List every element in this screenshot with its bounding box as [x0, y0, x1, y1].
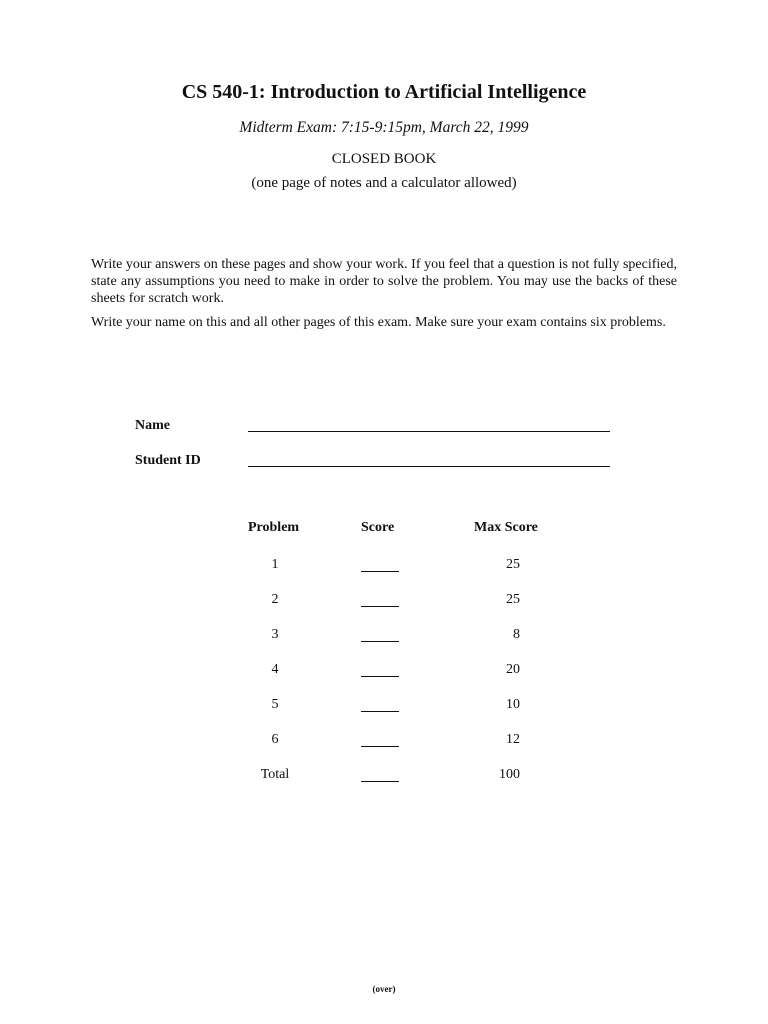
- student-id-field[interactable]: [248, 466, 610, 467]
- problem-number: 6: [271, 732, 279, 747]
- problem-number: 2: [271, 592, 279, 607]
- table-row: [230, 592, 550, 612]
- max-score-column-header: Max Score: [474, 520, 538, 535]
- page-footer: (over): [372, 984, 396, 994]
- score-blank[interactable]: [361, 697, 399, 712]
- table-row: [230, 557, 550, 577]
- student-id-label: Student ID: [135, 453, 201, 468]
- exam-title: CS 540-1: Introduction to Artificial Intelligence: [181, 81, 587, 103]
- score-blank[interactable]: [361, 627, 399, 642]
- table-row-total: [230, 767, 550, 787]
- problem-number: 1: [271, 557, 279, 572]
- closed-book-notice: CLOSED BOOK: [331, 151, 437, 167]
- problem-number: 3: [271, 627, 279, 642]
- problem-number: 5: [271, 697, 279, 712]
- total-score-blank[interactable]: [361, 767, 399, 782]
- exam-subtitle: Midterm Exam: 7:15-9:15pm, March 22, 1999: [239, 119, 529, 136]
- instructions-paragraph-2: Write your name on this and all other pages of this exam. Make sure your exam contains six problems.: [91, 315, 666, 330]
- max-score-value: 12: [506, 732, 520, 747]
- problem-column-header: Problem: [248, 520, 300, 535]
- name-field[interactable]: [248, 431, 610, 432]
- instructions-paragraph-1: Write your answers on these pages and show your work. If you feel that a question is not fully specified, state any assumptions you need to make in order to solve the problem. You may use the backs of these sheets for scratch work.: [91, 257, 677, 306]
- table-row: [230, 627, 550, 647]
- instructions: [91, 256, 677, 338]
- score-blank[interactable]: [361, 732, 399, 747]
- max-score-value: 25: [506, 557, 520, 572]
- table-row: [230, 662, 550, 682]
- table-row: [230, 697, 550, 717]
- score-blank[interactable]: [361, 557, 399, 572]
- score-blank[interactable]: [361, 662, 399, 677]
- total-label: Total: [260, 767, 290, 782]
- name-label: Name: [135, 418, 170, 433]
- max-score-value: 20: [506, 662, 520, 677]
- score-blank[interactable]: [361, 592, 399, 607]
- total-max-score-value: 100: [499, 767, 520, 782]
- problem-number: 4: [271, 662, 279, 677]
- table-row: [230, 732, 550, 752]
- max-score-value: 10: [506, 697, 520, 712]
- notes-allowed-notice: (one page of notes and a calculator allowed): [251, 175, 517, 191]
- score-column-header: Score: [361, 520, 395, 535]
- max-score-value: 8: [513, 627, 520, 642]
- max-score-value: 25: [506, 592, 520, 607]
